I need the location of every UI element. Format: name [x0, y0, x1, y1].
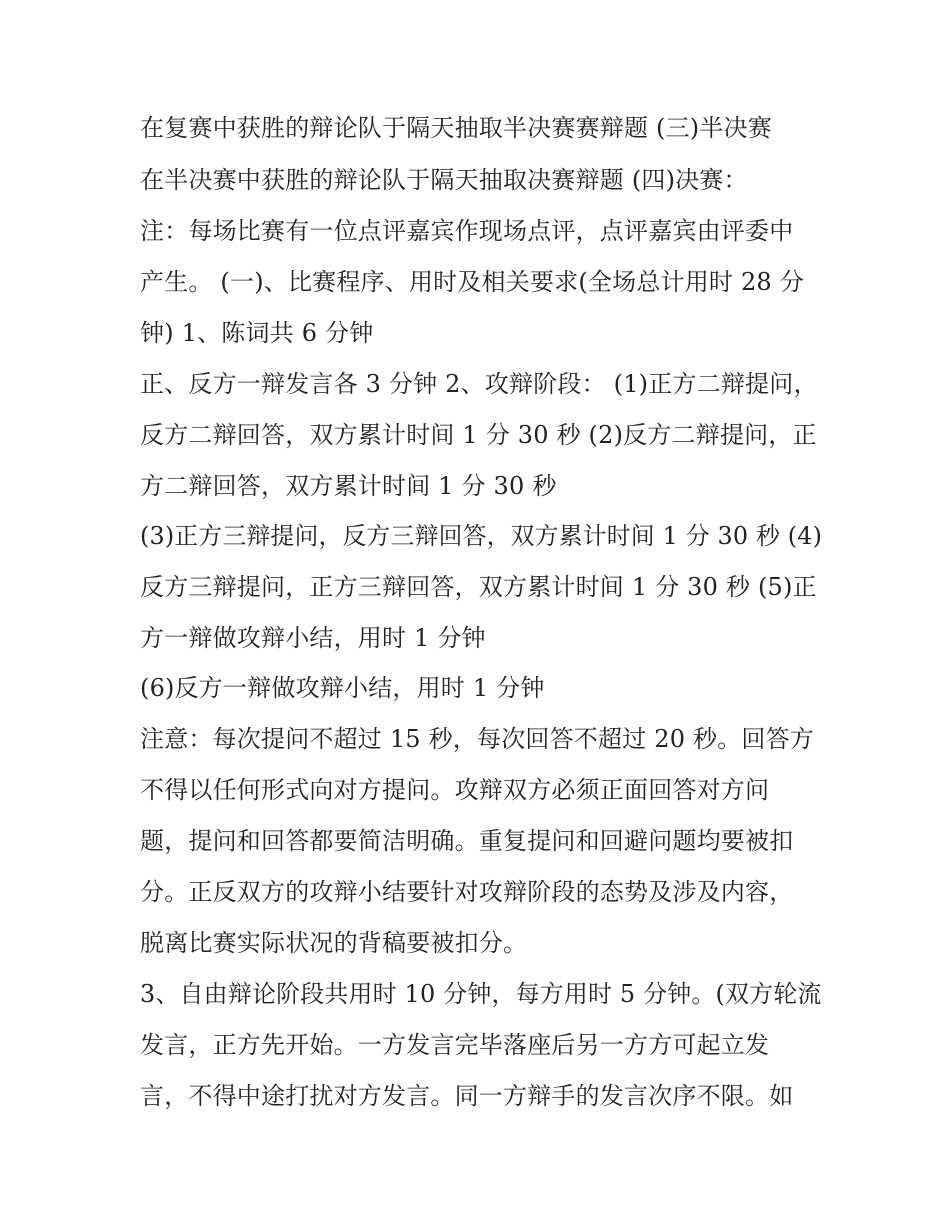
text-line: (3)正方三辩提问，反方三辩回答，双方累计时间 1 分 30 秒 (4)	[140, 522, 823, 550]
text-line: 反方二辩回答，双方累计时间 1 分 30 秒 (2)反方二辩提问，正	[140, 421, 817, 449]
text-line: 言，不得中途打扰对方发言。同一方辩手的发言次序不限。如	[140, 1082, 794, 1110]
text-line: 方二辩回答，双方累计时间 1 分 30 秒	[140, 472, 557, 500]
text-line: (6)反方一辩做攻辩小结，用时 1 分钟	[140, 674, 545, 702]
text-line: 反方三辩提问，正方三辩回答，双方累计时间 1 分 30 秒 (5)正	[140, 573, 817, 601]
text-line: 不得以任何形式向对方提问。攻辩双方必须正面回答对方问	[140, 776, 770, 804]
text-line: 分。正反双方的攻辩小结要针对攻辩阶段的态势及涉及内容，	[140, 878, 794, 906]
text-line: 脱离比赛实际状况的背稿要被扣分。	[140, 929, 528, 957]
text-line: 正、反方一辩发言各 3 分钟 2、攻辩阶段： (1)正方二辩提问，	[140, 370, 818, 398]
text-line: 3、自由辩论阶段共用时 10 分钟，每方用时 5 分钟。(双方轮流	[140, 980, 822, 1008]
text-line: 钟) 1、陈词共 6 分钟	[140, 319, 374, 347]
text-line: 发言，正方先开始。一方发言完毕落座后另一方方可起立发	[140, 1031, 770, 1059]
text-line: 在半决赛中获胜的辩论队于隔天抽取决赛辩题 (四)决赛：	[140, 166, 748, 194]
text-line: 在复赛中获胜的辩论队于隔天抽取半决赛赛辩题 (三)半决赛	[140, 114, 772, 142]
text-line: 注意：每次提问不超过 15 秒，每次回答不超过 20 秒。回答方	[140, 725, 814, 753]
text-line: 方一辩做攻辩小结，用时 1 分钟	[140, 624, 486, 652]
text-line: 产生。 (一)、比赛程序、用时及相关要求(全场总计用时 28 分	[140, 268, 804, 296]
text-line: 题，提问和回答都要简洁明确。重复提问和回避问题均要被扣	[140, 827, 794, 855]
text-line: 注：每场比赛有一位点评嘉宾作现场点评，点评嘉宾由评委中	[140, 217, 794, 245]
